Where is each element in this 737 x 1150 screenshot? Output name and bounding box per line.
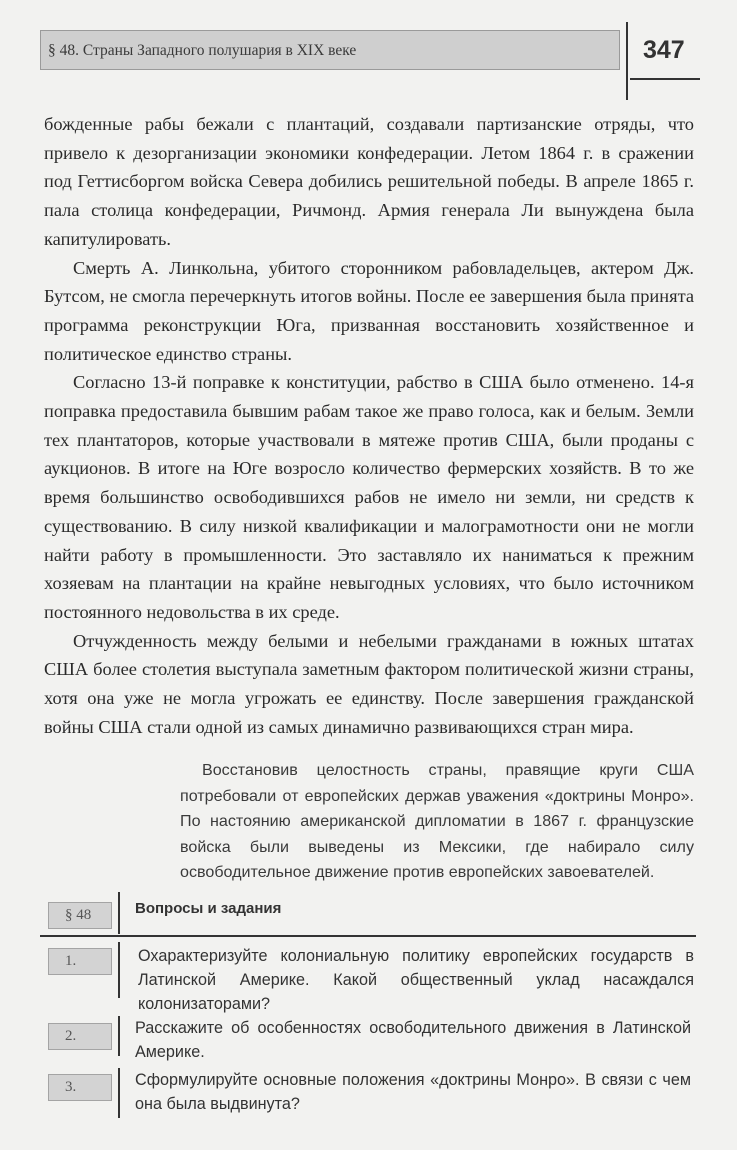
main-text [44, 110, 694, 741]
sidebar-note: Восстановив целостность страны, правящие круги США потребовали от европейских держав уважения «доктрины Монро». По настоянию американской дипломатии в 1867 г. французские войска были выведены из Мексики, где набирало силу освободительное движение против европейских завоевателей. [180, 761, 694, 882]
question-text: Расскажите об особенностях освободительного движения в Латинской Америке. [135, 1019, 691, 1061]
paragraph: Отчужденность между белыми и небелыми гражданами в южных штатах США более столетия выступала заметным фактором политической жизни страны, хотя она уже не могла угрожать ее единству. После завершения гражданской войны США стали одной из самых динамично развивающихся стран мира. [44, 630, 694, 737]
question-divider [118, 942, 120, 998]
section-number-label: § 48 [48, 902, 112, 929]
questions-divider-horizontal [40, 935, 696, 937]
question-text: Сформулируйте основные положения «доктрины Монро». В связи с чем она была выдвинута? [135, 1071, 691, 1113]
question-number: 2. [48, 1023, 112, 1050]
header-divider-horizontal [630, 78, 700, 80]
paragraph: божденные рабы бежали с плантаций, создавали партизанские отряды, что привело к дезорганизации экономики конфедерации. Летом 1864 г. в сражении под Геттисбоpгом войска Севера добились решительной победы. В апреле 1865 г. пала столица конфедерации, Ричмонд. Армия генерала Ли вынуждена была капитулировать. [44, 114, 694, 249]
paragraph: Смерть А. Линкольна, убитого сторонником рабовладельцев, актером Дж. Бутсом, не смогла перечеркнуть итогов войны. После ее завершения была принята программа реконструкции Юга, призванная восстановить хозяйственное и политическое единство страны. [44, 257, 694, 364]
question-number: 1. [48, 948, 112, 975]
page-number: 347 [643, 36, 685, 64]
question-divider [118, 1016, 120, 1056]
header-divider-vertical [626, 22, 628, 100]
paragraph: Согласно 13-й поправке к конституции, рабство в США было отменено. 14-я поправка предоставила бывшим рабам такое же право голоса, как и белым. Земли тех плантаторов, которые участвовали в мятеже против США, были проданы с аукционов. В итоге на Юге возросло количество фермерских хозяйств. В то же время большинство освободившихся рабов не имело ни земли, ни средств к существованию. В силу низкой квалификации и малограмотности они не могли найти работу в промышленности. Это заставляло их наниматься к прежним хозяевам на плантации на крайне невыгодных условиях, что было источником постоянного недовольства в их среде. [44, 372, 694, 622]
question-divider [118, 1068, 120, 1118]
questions-divider-vertical [118, 892, 120, 934]
running-header-title: § 48. Страны Западного полушария в XIX веке [48, 42, 357, 59]
question-number: 3. [48, 1074, 112, 1101]
question-text: Охарактеризуйте колониальную политику европейских государств в Латинской Америке. Какой общественный уклад насаждался колонизаторами? [138, 947, 694, 1013]
questions-heading: Вопросы и задания [135, 900, 282, 917]
